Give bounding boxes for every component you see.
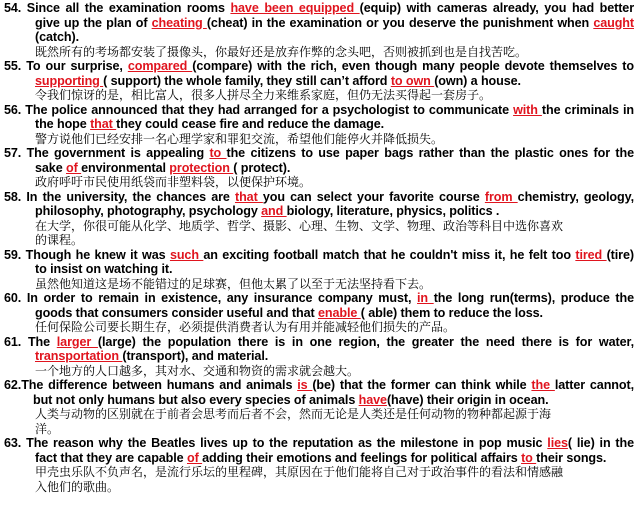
sentence-text: (have) their origin in ocean. [386, 392, 549, 407]
sentence-text: sake [35, 160, 67, 175]
exercise-item [4, 291, 634, 335]
chinese-translation: 警方说他们已经安排一名心理学家和罪犯交流，希望他们能停火并降低损失。 [35, 131, 444, 146]
english-sentence-line [4, 59, 634, 74]
english-sentence-line [4, 117, 634, 132]
sentence-text: latter cannot, [554, 378, 634, 392]
sentence-text: the criminals in [541, 102, 634, 117]
exercise-item [4, 1, 634, 59]
chinese-translation: 任何保险公司要长期生存，必须提供消费者认为有用并能减轻他们损失的产品。 [35, 320, 456, 334]
chinese-translation: 虽然他知道这是场不能错过的足球赛，但他太累了以至于无法坚持看下去。 [35, 276, 432, 291]
sentence-text: adding their emotions and feelings for political affairs [202, 450, 522, 465]
sentence-text: the hope [35, 117, 91, 131]
sentence-text: (large) the population there is in one region, the greater the need there is for water, [97, 334, 634, 349]
answer-word: such [169, 247, 204, 262]
english-sentence-line [4, 74, 634, 89]
exercise-item [4, 248, 634, 292]
sentence-text: chemistry, geology, [517, 189, 634, 204]
item-number: 55. [4, 59, 22, 73]
sentence-text: Since all the examination rooms [21, 1, 231, 15]
sentence-text: (own) a house. [434, 73, 521, 88]
sentence-text: fact that they are capable [35, 450, 187, 465]
english-sentence-line [4, 103, 634, 118]
exercise-item [4, 378, 634, 436]
chinese-translation: 入他们的歌曲。 [35, 479, 120, 494]
sentence-text: To our surprise, [21, 59, 128, 73]
answer-word: with [513, 102, 542, 117]
english-sentence-line [4, 451, 634, 466]
sentence-text: The government is appealing [21, 146, 210, 160]
english-sentence-line [4, 393, 634, 408]
english-sentence-line [4, 306, 634, 321]
sentence-text: ( able) them to reduce the loss. [360, 305, 543, 320]
answer-word: that [90, 117, 117, 131]
answer-word: of [66, 160, 82, 175]
sentence-text: ( lie) in the [567, 436, 634, 450]
sentence-text: ( support) the whole family, they still can’t afford [103, 73, 391, 88]
answer-word: cheating [151, 15, 207, 30]
answer-word: have [358, 392, 387, 407]
sentence-text: (tire) [606, 247, 634, 262]
english-sentence-line [4, 378, 634, 393]
sentence-text: (catch). [35, 30, 79, 44]
sentence-text: (equip) with cameras already, you had better [359, 1, 634, 15]
exercise-item [4, 436, 634, 494]
chinese-translation: 政府呼吁市民使用纸袋而非塑料袋，以便保护环境。 [35, 175, 312, 189]
exercise-item [4, 190, 634, 248]
answer-word: the [531, 378, 555, 392]
answer-word: lies [547, 436, 568, 450]
exercise-item [4, 103, 634, 147]
sentence-text: biology, literature, physics, politics . [286, 204, 500, 218]
answer-word: to [209, 146, 227, 160]
answer-word: and [261, 204, 287, 218]
item-number: 59. [4, 247, 22, 262]
sentence-text: environmental [81, 160, 170, 175]
sentence-text: Though he knew it was [21, 247, 170, 262]
exercise-item [4, 335, 634, 379]
answer-word: is [297, 378, 313, 392]
answer-word: have been equipped [230, 1, 360, 15]
sentence-text: ( protect). [233, 160, 291, 175]
sentence-text: (transport), and material. [122, 349, 269, 363]
sentence-text: but not only humans but also every species of animals [33, 392, 359, 407]
answer-word: caught [593, 15, 634, 30]
answer-word: tired [575, 247, 607, 262]
chinese-translation: 甲壳虫乐队不负声名，是流行乐坛的里程碑，其原因在于他们能将自己对于政治事件的看法和情感融 [35, 465, 564, 479]
chinese-translation: 的课程。 [35, 233, 84, 247]
english-sentence-line [4, 349, 634, 364]
answer-word: protection [169, 160, 234, 175]
answer-word: in [417, 291, 434, 305]
item-number: 54. [4, 1, 22, 15]
english-sentence-line [4, 262, 634, 277]
sentence-text: In order to remain in existence, any insurance company must, [21, 291, 418, 305]
chinese-translation: 一个地方的人口越多，其对水、交通和物资的需求就会越大。 [35, 363, 360, 378]
answer-word: of [186, 450, 203, 465]
item-number: 58. [4, 189, 22, 204]
answer-word: to own [390, 73, 435, 88]
chinese-translation: 洋。 [35, 421, 60, 436]
english-sentence-line [4, 30, 634, 45]
sentence-text: philosophy, photography, psychology [35, 204, 262, 218]
item-number: 63. [4, 436, 22, 450]
chinese-translation: 人类与动物的区别就在于前者会思考而后者不会，然而无论是人类还是任何动物的物种都起源于海 [35, 407, 552, 421]
english-sentence-line [4, 291, 634, 306]
english-sentence-line [4, 248, 634, 263]
sentence-text: In the university, the chances are [21, 189, 235, 204]
sentence-text: an exciting football match that he couldn't miss it, he felt too [203, 247, 576, 262]
chinese-translation: 在大学，你很可能从化学、地质学、哲学、摄影、心理、生物、文学、物理、政治等科目中选你喜欢 [35, 218, 564, 233]
answer-word: larger [56, 334, 98, 349]
answer-word: to [521, 450, 537, 465]
sentence-text: The police announced that they had arranged for a psychologist to communicate [21, 102, 514, 117]
answer-word: supporting [35, 73, 104, 88]
sentence-text: The [21, 334, 57, 349]
english-sentence-line [4, 146, 634, 161]
answer-word: transportation [35, 349, 123, 363]
sentence-text: (compare) with the rich, even though many people devote themselves to [192, 59, 634, 73]
english-sentence-line [4, 161, 634, 176]
english-sentence-line [4, 436, 634, 451]
sentence-text: they could cease fire and reduce the damage. [116, 117, 385, 131]
answer-word: enable [318, 305, 361, 320]
sentence-text: their songs. [536, 450, 607, 465]
english-sentence-line [4, 204, 634, 219]
english-sentence-line [4, 1, 634, 16]
item-number: 57. [4, 146, 22, 160]
sentence-text: give up the plan of [35, 15, 152, 30]
english-sentence-line [4, 335, 634, 350]
sentence-text: (be) that the former can think while [312, 378, 532, 392]
sentence-text: to insist on watching it. [35, 262, 173, 276]
item-number: 61. [4, 334, 22, 349]
chinese-translation: 令我们惊讶的是，相比富人，很多人拼尽全力来维系家庭，但仍无法买得起一套房子。 [35, 88, 492, 102]
item-number: 62. [4, 378, 22, 392]
exercise-item [4, 146, 634, 190]
answer-word: compared [127, 59, 193, 73]
chinese-translation: 既然所有的考场都安装了摄像头，你最好还是放弃作弊的念头吧，否则被抓到也是自找苦吃。 [35, 44, 528, 59]
item-number: 56. [4, 102, 22, 117]
sentence-text: The difference between humans and animals [21, 378, 298, 392]
sentence-text: (cheat) in the examination or you deserve the punishment when [206, 15, 594, 30]
exercise-item [4, 59, 634, 103]
sentence-text: The reason why the Beatles lives up to the reputation as the milestone in pop music [21, 436, 548, 450]
sentence-text: goods that consumers consider useful and that [35, 305, 318, 320]
english-sentence-line [4, 190, 634, 205]
item-number: 60. [4, 291, 22, 305]
english-sentence-line [4, 16, 634, 31]
sentence-text: the long run(terms), produce the [433, 291, 634, 305]
sentence-text: the citizens to use paper bags rather than the plastic ones for the [226, 146, 634, 160]
answer-word: that [235, 189, 263, 204]
answer-word: from [484, 189, 518, 204]
sentence-text: you can select your favorite course [262, 189, 485, 204]
